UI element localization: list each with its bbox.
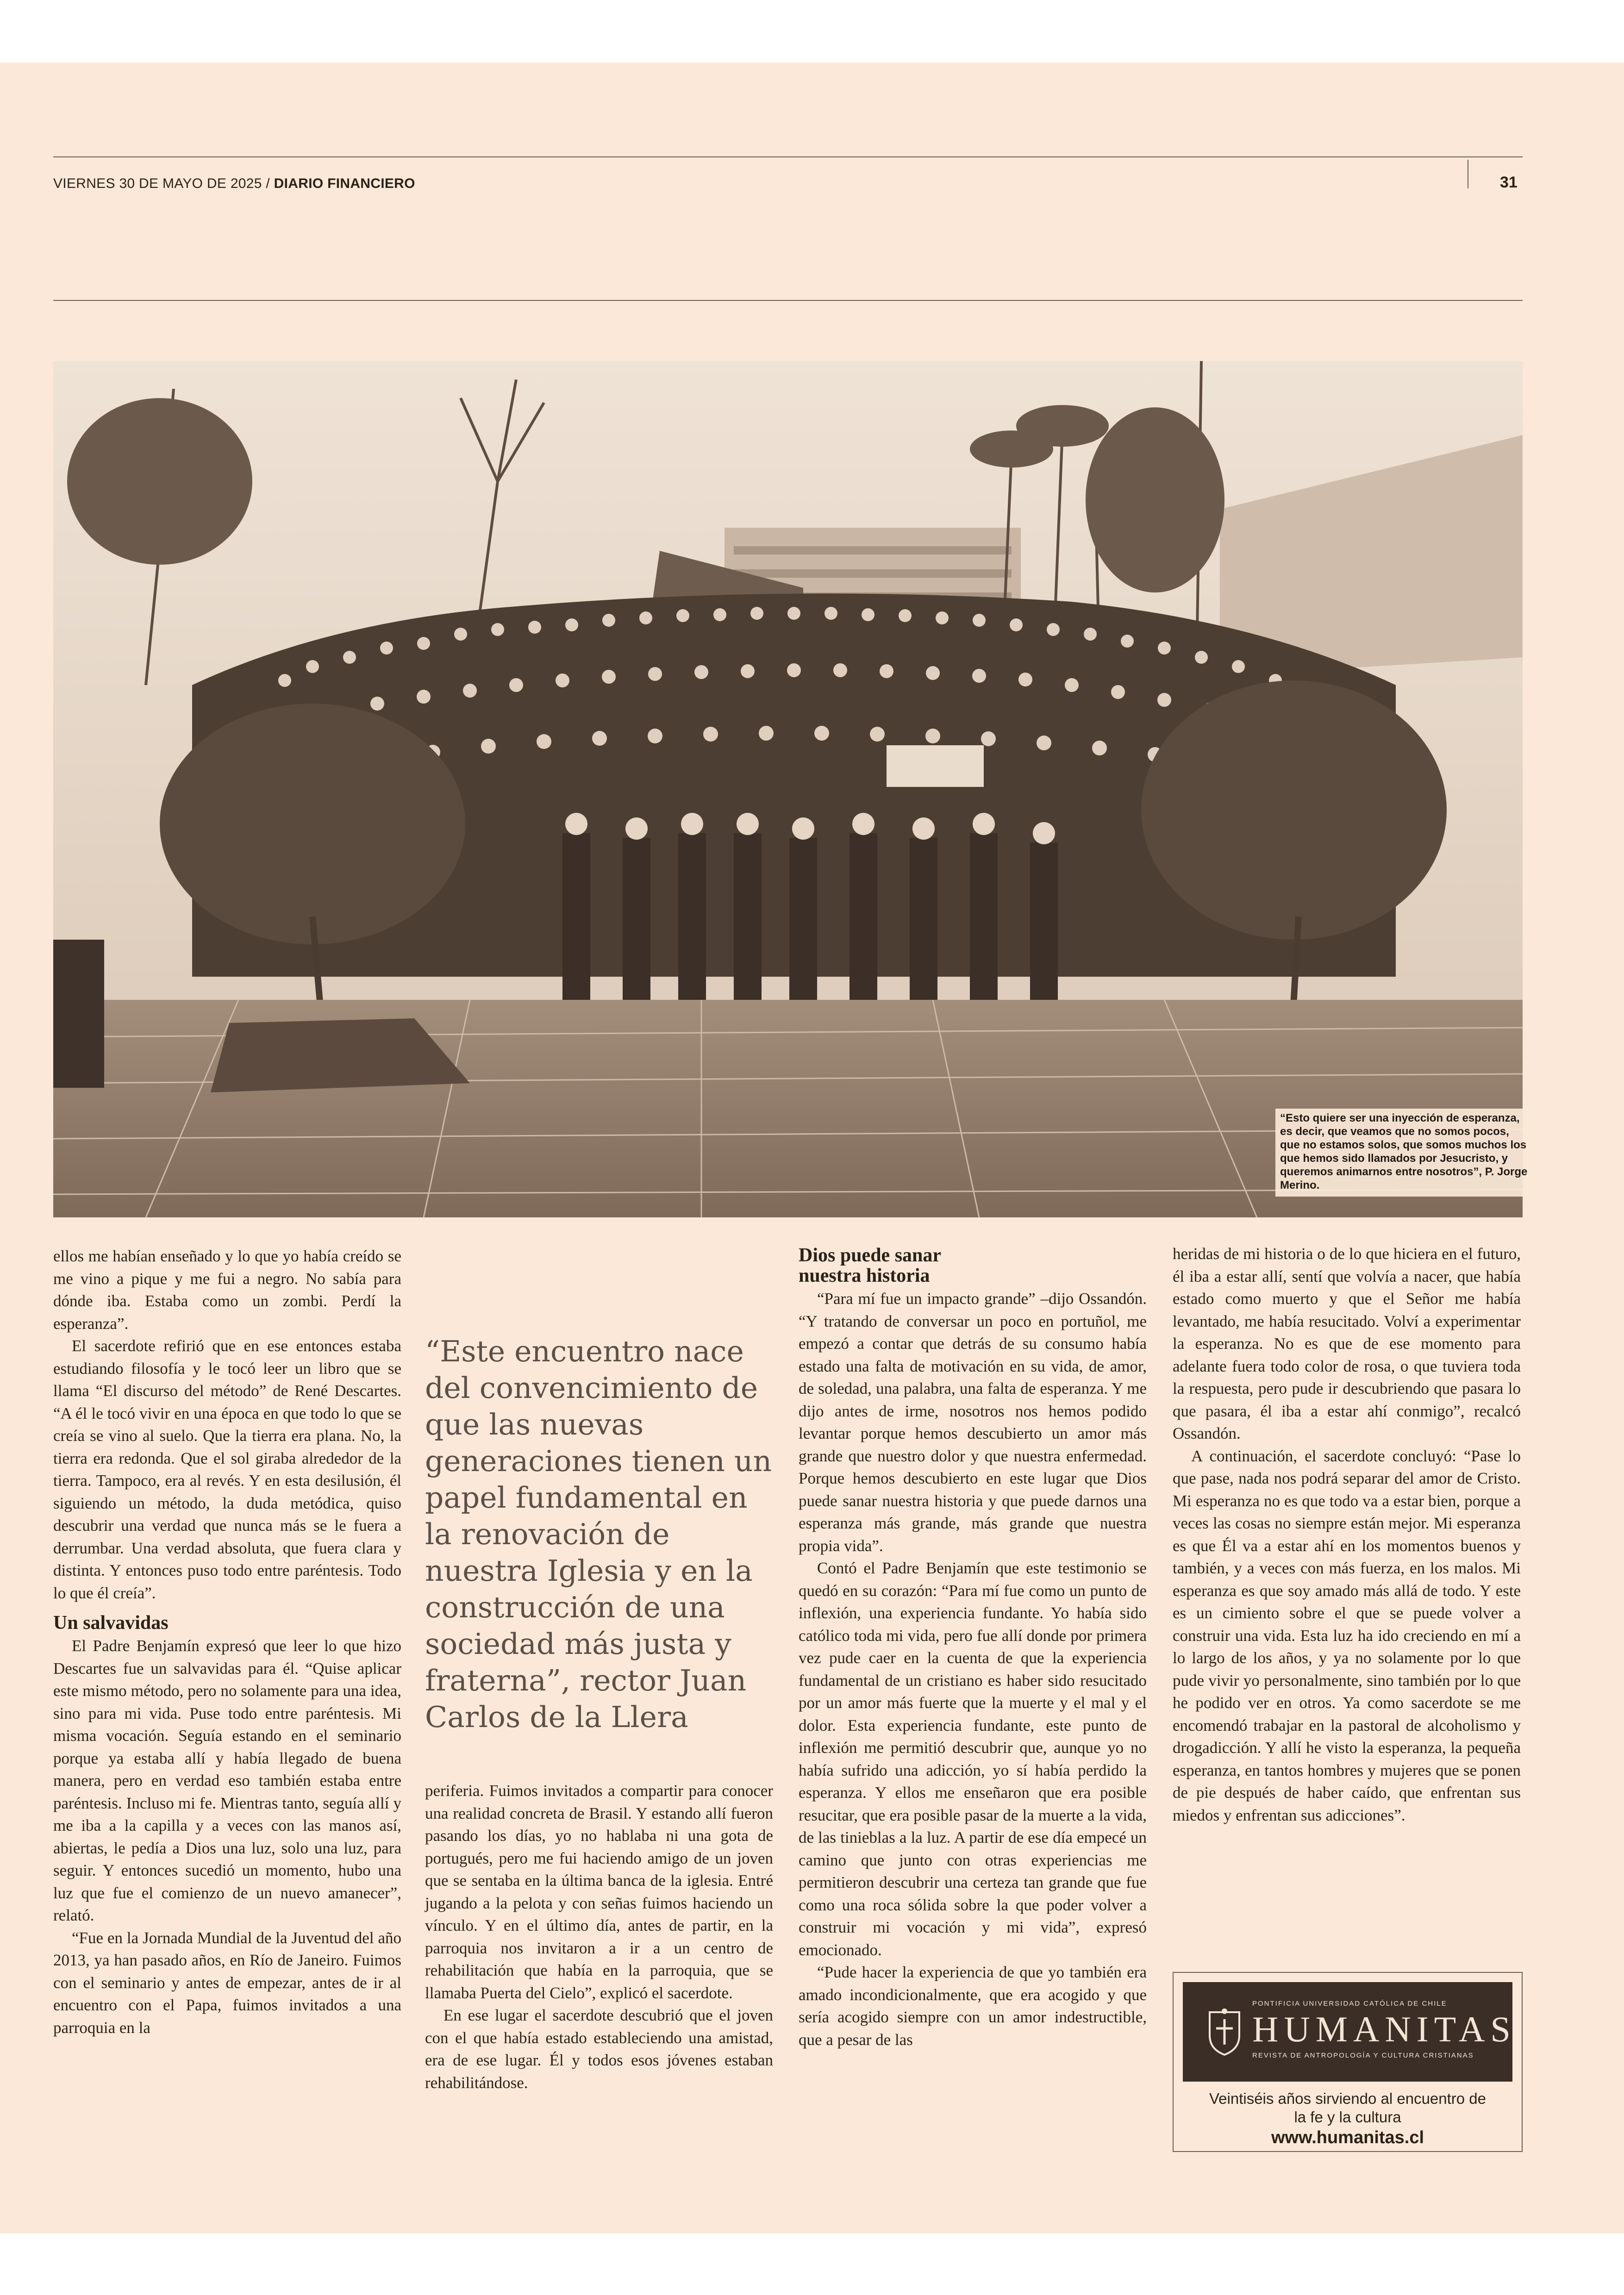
column2-paragraph: En ese lugar el sacerdote descubrió que el joven con el que había estado estableciendo una amistad, era de ese lugar. Él y todos esos jóvenes estaban rehabilitándose. xyxy=(425,2006,773,2092)
article-column-3 xyxy=(799,1245,1147,2051)
pull-quote-text: “Este encuentro nace del convencimiento de que las nuevas generaciones tienen un papel fundamental en la renovación de nuestra Iglesia y en la construcción de una sociedad más justa y fraterna”, xyxy=(425,1335,772,1697)
ad-magazine-name: HUMANITAS xyxy=(1252,2009,1516,2049)
university-shield-icon xyxy=(1206,2008,1243,2056)
column4-paragraph: A continuación, el sacerdote concluyó: “Pase lo que pase, nada nos podrá separar del amor de Cristo. Mi esperanza no es que todo va a estar bien, porque a veces las cosas no siempre están mejor. Mi esperanza es que Él va a estar ahí en los momentos buenos y también, y a veces con más fuerza, en los malos. Mi esperanza es que soy amado más allá de todo. Y este es un cimiento sobre el que se puede volver a construir una vida. Esta luz ha ido creciendo en mí a lo largo de los años, y ya no solamente por lo que pude vivir yo personalmente, sino también por lo que he podido ver en otros. Ya como sacerdote se me encomendó trabajar en la pastoral de alcoholismo y drogadicción. Y allí he visto la esperanza, la pequeña esperanza, en tantos hombres y mujeres que se ponen de pie después de haber caído, que enfrentan sus miedos y enfrentan sus adicciones”. xyxy=(1173,1447,1521,1824)
article-column-4 xyxy=(1173,1243,1521,1827)
humanitas-advertisement xyxy=(1173,1972,1523,2152)
header-separator: / xyxy=(262,176,274,191)
column2-paragraph: periferia. Fuimos invitados a compartir para conocer una realidad concreta de Brasil. Y estando allí fueron pasando los días, yo no hablaba ni una gota de portugués, pero me fui haciendo amigo de un joven que se sentaba en la última banca de la iglesia. Entré jugando a la pelota y con señas fuimos haciendo un vínculo. Y en el último día, antes de partir, en la parroquia nos invitaron a ir a un centro de rehabilitación que había en la parroquia, que se llamaba Puerta del Cielo”, explicó el sacerdote. xyxy=(425,1782,773,2002)
humanitas-logo-banner xyxy=(1183,1982,1516,2082)
photo-caption xyxy=(1275,1109,1535,1197)
ad-website-link[interactable]: www.humanitas.cl xyxy=(1271,2128,1424,2147)
header-publication: DIARIO FINANCIERO xyxy=(274,176,415,191)
header-top-rule xyxy=(53,156,1523,157)
column3-paragraph: Contó el Padre Benjamín que este testimonio se quedó en su corazón: “Para mí fue como un punto de inflexión, una experiencia fundante. Yo había sido católico toda mi vida, pero fue allí donde por primera vez pude caer en la cuenta de que la experiencia fundamental de un cristiano es haber sido resucitado por un amor más fuerte que la muerte y el mal y el dolor. Esta experiencia fundante, este punto de inflexión me permitió descubrir que, aunque yo no había sufrido una adicción, yo sí había perdido la esperanza. Y ellos me enseñaron que era posible resucitar, que era posible pasar de la muerte a la vida, de las tinieblas a la luz. A partir de ese día empecé un camino que junto con otras experiencias me permitieron descubrir una certeza tan grande que fue como una roca sólida sobre la que poder volver a construir mi vocación y mi vida”, expresó emocionado. xyxy=(799,1559,1147,1959)
ad-slogan xyxy=(1183,2089,1512,2127)
column1-paragraph: ellos me habían enseñado y lo que yo había creído se me vino a pique y me fui a negro. No sabía para dónde iba. Estaba como un zombi. Perdí la esperanza”. xyxy=(53,1247,401,1333)
ad-slogan-line: la fe y la cultura xyxy=(1294,2108,1401,2126)
ad-university-name: PONTIFICIA UNIVERSIDAD CATÓLICA DE CHILE xyxy=(1252,2000,1447,2008)
header-bottom-rule xyxy=(53,300,1523,301)
column1-paragraph: “Fue en la Jornada Mundial de la Juventud del año 2013, ya han pasado años, en Río de Janeiro. Fuimos con el seminario y antes de empezar, antes de ir al encuentro con el Papa, fuimos invitados a una parroquia en la xyxy=(53,1928,401,2037)
pull-quote xyxy=(425,1333,773,1735)
ad-slogan-line: Veintiséis años sirviendo al encuentro de xyxy=(1209,2090,1487,2107)
photo-caption-credit: P. Jorge Merino. xyxy=(1280,1166,1528,1191)
article-column-2 xyxy=(425,1780,773,2094)
subheading-line: Dios puede sanar xyxy=(799,1245,942,1266)
subheading-line: nuestra historia xyxy=(799,1265,930,1286)
page-number: 31 xyxy=(1500,174,1518,191)
subheading-dios-puede-sanar xyxy=(799,1245,1147,1286)
pull-quote-attribution: rector Juan Carlos de la Llera xyxy=(425,1664,747,1734)
column3-paragraph: “Pude hacer la experiencia de que yo también era amado incondicionalmente, que era acogido y que sería acogido siempre con un amor indestructible, que a pesar de las xyxy=(799,1963,1147,2049)
subheading-un-salvavidas: Un salvavidas xyxy=(53,1612,169,1634)
header-dateline xyxy=(53,176,415,192)
ad-magazine-subtitle: REVISTA DE ANTROPOLOGÍA Y CULTURA CRISTIANAS xyxy=(1252,2052,1474,2059)
header-date: VIERNES 30 DE MAYO DE 2025 xyxy=(53,176,262,191)
column4-paragraph: heridas de mi historia o de lo que hiciera en el futuro, él iba a estar allí, sentí que volvía a nacer, que había estado como muerto y que el Señor me había levantado, me había resucitado. Volví a experimentar la esperanza. No es que de ese momento para adelante fuera todo color de rosa, o que tuviera toda la respuesta, pero pude ir descubriendo que pasara lo que pasara, él iba a estar ahí conmigo”, recalcó Ossandón. xyxy=(1173,1245,1521,1442)
group-photo xyxy=(53,361,1523,1217)
group-photo-illustration xyxy=(53,361,1523,1217)
column1-paragraph: El sacerdote refirió que en ese entonces estaba estudiando filosofía y le tocó leer un libro que se llama “El discurso del método” de René Descartes. “A él le tocó vivir en una época en que todo lo que se creía se vino al suelo. Que la tierra era plana. No, la tierra era redonda. Que el sol giraba alrededor de la tierra. Tampoco, era al revés. Y en esta desilusión, él siguiendo un método, la duda metódica, quiso descubrir una verdad que nunca más se le fuera a derrumbar. Una verdad absoluta, que fuera clara y distinta. Y entonces puso todo entre paréntesis. Todo lo que él creía”. xyxy=(53,1337,401,1602)
column3-paragraph: “Para mí fue un impacto grande” –dijo Ossandón. “Y tratando de conversar un poco en portuñol, me empezó a contar que detrás de su consumo había estado una falta de motivación en su vida, de amor, de soledad, una palabra, una falta de esperanza. Y me dijo antes de irme, nosotros nos hemos podido levantar porque hemos descubierto un amor más grande que nuestro dolor y que nuestra enfermedad. Porque hemos descubierto en este lugar que Dios puede sanar nuestra historia y que puede darnos una esperanza más grande, más grande que nuestra propia vida”. xyxy=(799,1290,1147,1555)
article-column-1 xyxy=(53,1245,401,2039)
photo-caption-text: “Esto quiere ser una inyección de esperanza, es decir, que veamos que no somos pocos, que no estamos solos, que somos muchos los que hemos sido llamados por Jesucristo, y queremos animarnos entre nosotros”, xyxy=(1280,1112,1527,1178)
column1-paragraph: El Padre Benjamín expresó que leer lo que hizo Descartes fue un salvavidas para él. “Quise aplicar este mismo método, pero no solamente para una idea, sino para mi vida. Puse todo entre paréntesis. Mi misma vocación. Seguía estando en el seminario porque ya estaba allí y había llegado de buena manera, pero en verdad eso también estaba entre paréntesis. Incluso mi fe. Mientras tanto, seguía allí y me iba a la capilla y a veces con las manos así, abiertas, le pedía a Dios una luz, solo una luz, para seguir. Y entonces sucedió un momento, hubo una luz que fue el comienzo de un nuevo amanecer”, relató. xyxy=(53,1637,401,1924)
